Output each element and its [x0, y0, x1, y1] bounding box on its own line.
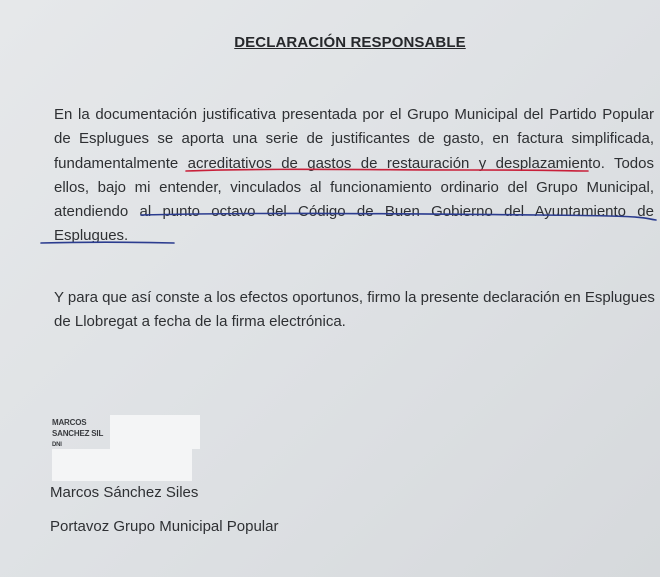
paragraph-line: ellos, bajo mi entender, vinculados al funcionamiento ordinario del Grupo Municipal, — [54, 178, 654, 196]
signature-stamp-line: MARCOS — [52, 418, 87, 427]
signature-stamp-line: SANCHEZ SIL — [52, 429, 104, 438]
signature-stamp-line: DNI — [52, 442, 62, 448]
blue-underline-mark — [141, 213, 656, 220]
redaction-block — [52, 449, 192, 481]
paragraph-line: Y para que así conste a los efectos oportunos, firmo la presente declaración en Esplugues — [54, 289, 655, 306]
electronic-signature-stamp — [52, 413, 202, 481]
paragraph-line: fundamentalmente acreditativos de gastos de restauración y desplazamiento. Todos — [54, 154, 654, 172]
signer-name: Marcos Sánchez Siles — [50, 484, 199, 501]
paragraph-line: atendiendo al punto octavo del Código de Buen Gobierno del Ayuntamiento de — [54, 203, 654, 221]
paragraph-line: de Esplugues se aporta una serie de justificantes de gasto, en factura simplificada, — [54, 130, 654, 148]
document-title: DECLARACIÓN RESPONSABLE — [234, 34, 466, 51]
signer-role: Portavoz Grupo Municipal Popular — [50, 518, 279, 535]
paragraph-line: En la documentación justificativa presentada por el Grupo Municipal del Partido Popular — [54, 106, 654, 123]
paragraph-line: Esplugues. — [54, 227, 129, 245]
redaction-block — [110, 415, 200, 449]
red-underline-mark — [186, 169, 588, 171]
paragraph-line: de Llobregat a fecha de la firma electrónica. — [54, 313, 346, 331]
blue-underline-mark — [41, 242, 174, 243]
